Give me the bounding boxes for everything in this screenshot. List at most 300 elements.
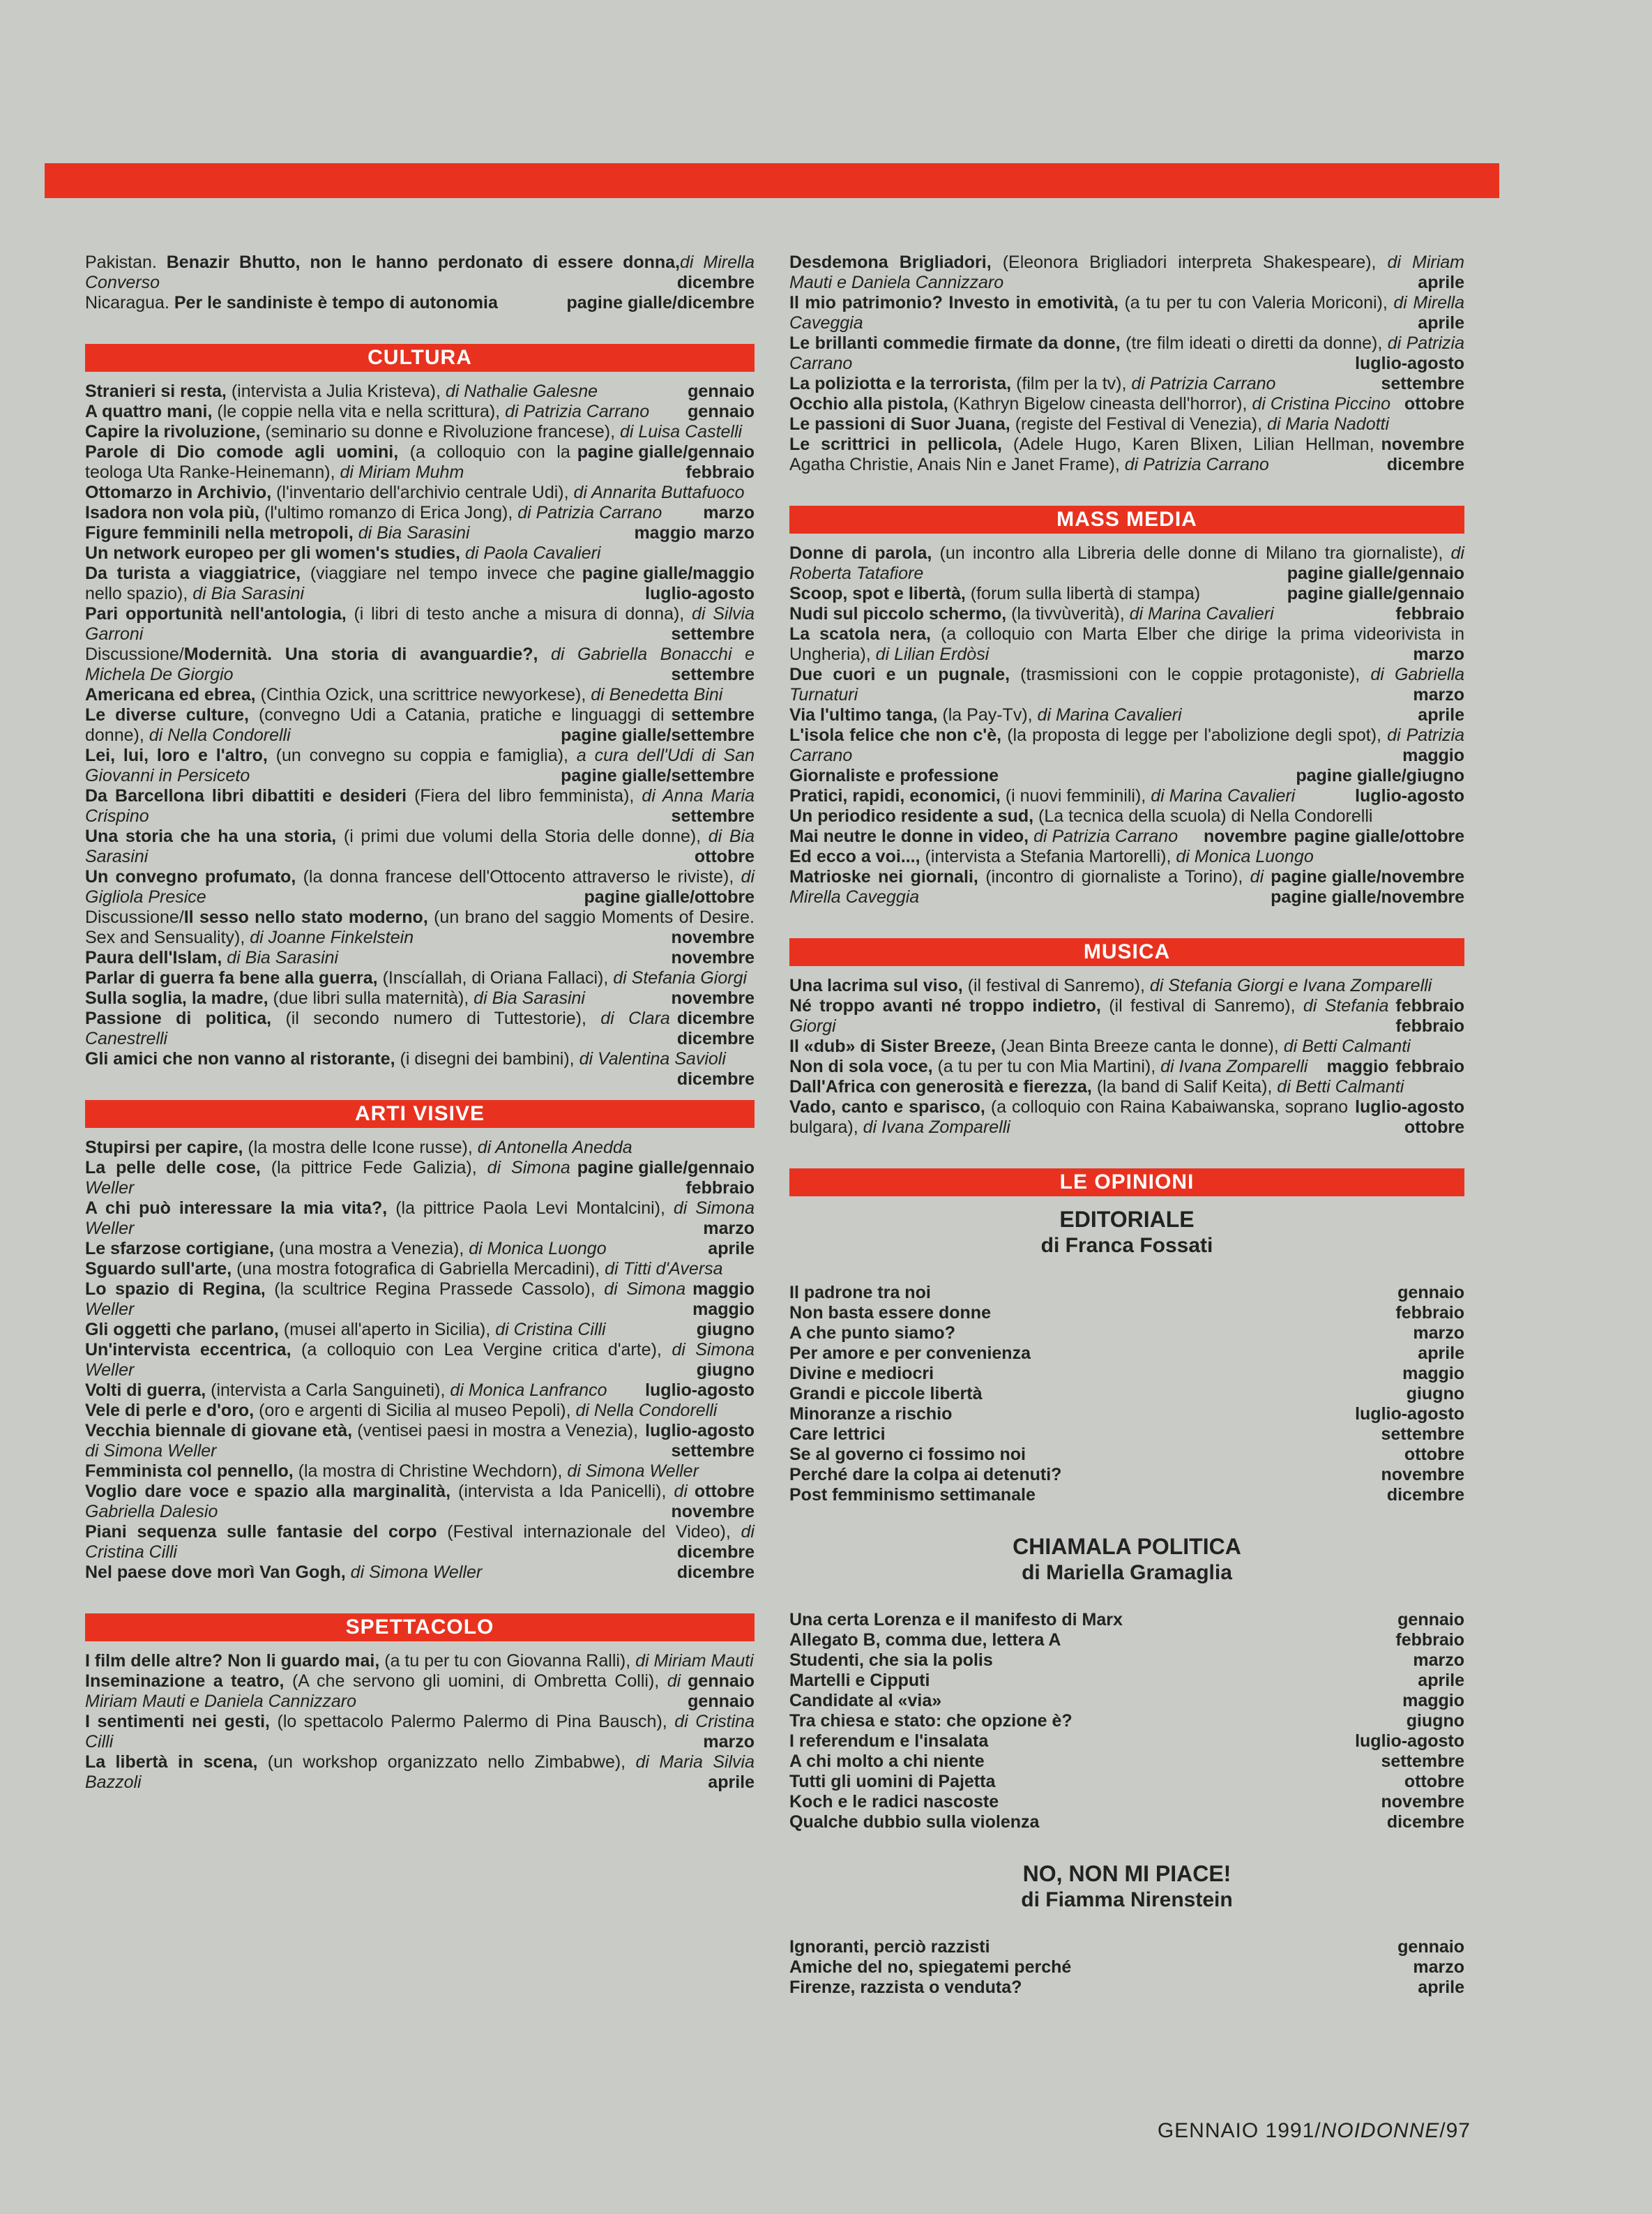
entry-title: Da turista a viaggiatrice,	[85, 564, 301, 583]
entry-description: (un incontro alla Libreria delle donne di Milano tra giornaliste),	[932, 543, 1451, 563]
entry-title: Volti di guerra,	[85, 1380, 206, 1400]
opinion-item-title: Ignoranti, perciò razzisti	[789, 1937, 990, 1957]
list-entry	[789, 766, 1464, 786]
entry-author: di Patrizia Carrano	[517, 503, 662, 522]
opinion-item-title: A che punto siamo?	[789, 1323, 955, 1343]
entry-title: Capire la rivoluzione,	[85, 422, 261, 442]
entry-month: dicembre	[676, 1562, 755, 1582]
opinion-item	[789, 1711, 1464, 1731]
entry-author: di Roberta Tatafiore	[789, 543, 1464, 583]
entry-description: (la donna francese dell'Ottocento attraverso le riviste),	[296, 867, 741, 887]
entry-description: (seminario su donne e Rivoluzione francese),	[260, 422, 620, 442]
list-entry	[789, 253, 1464, 293]
top-red-bar	[45, 163, 1499, 198]
entry-description: (film per la tv),	[1011, 374, 1132, 393]
entry-month: maggio	[634, 523, 697, 543]
section-header-cultura: CULTURA	[85, 344, 755, 372]
entry-month: maggio	[1326, 1057, 1389, 1076]
entry-title: Isadora non vola più,	[85, 503, 260, 522]
opinion-column-title: CHIAMALA POLITICA	[1013, 1534, 1241, 1559]
entry-month: novembre	[671, 988, 755, 1008]
entry-description: (il festival di Sanremo),	[962, 976, 1150, 995]
opinion-item	[789, 1650, 1464, 1671]
entry-month: marzo	[1413, 685, 1464, 705]
opinion-item	[789, 1364, 1464, 1384]
list-entry	[789, 705, 1464, 725]
entry-author: di Miriam Mauti e Daniela Cannizzaro	[85, 1671, 681, 1711]
list-entry	[85, 948, 755, 968]
entry-title: Dall'Africa con generosità e fierezza,	[789, 1077, 1092, 1097]
list-entry	[789, 1057, 1464, 1077]
entry-title: Sguardo sull'arte,	[85, 1259, 232, 1279]
opinion-item-month: maggio	[1402, 1364, 1464, 1383]
entry-title: Gli amici che non vanno al ristorante,	[85, 1049, 395, 1069]
list-entry	[85, 786, 755, 827]
entry-month: pagine gialle/settembre	[561, 766, 755, 785]
entry-title: Una lacrima sul viso,	[789, 976, 963, 995]
mass-media-entries	[789, 543, 1464, 908]
entry-author: di Mirella Converso	[85, 253, 755, 292]
opinion-item-month: gennaio	[1397, 1283, 1464, 1302]
entry-month: dicembre	[1386, 455, 1464, 474]
entry-title: Un'intervista eccentrica,	[85, 1340, 291, 1360]
list-entry	[85, 1380, 755, 1401]
entry-author: di Marina Cavalieri	[1129, 604, 1274, 624]
opinioni-columns	[789, 1206, 1464, 1998]
list-entry	[85, 1340, 755, 1380]
opinion-item-month: febbraio	[1395, 1303, 1464, 1323]
entry-description: (la tivvùverità),	[1006, 604, 1130, 624]
entry-author: di Cristina Piccino	[1252, 394, 1391, 414]
entry-title: Un convegno profumato,	[85, 867, 296, 887]
entry-description: (un workshop organizzato nello Zimbabwe),	[257, 1752, 636, 1772]
entry-description: (i disegni dei bambini),	[395, 1049, 579, 1069]
opinion-item	[789, 1792, 1464, 1812]
entry-title: Figure femminili nella metropoli,	[85, 523, 354, 543]
entry-month: novembre	[671, 928, 755, 947]
entry-title: Sulla soglia, la madre,	[85, 988, 268, 1008]
entry-author: di Stefania Giorgi	[613, 968, 748, 988]
entry-title: Scoop, spot e libertà,	[789, 584, 966, 603]
entry-title: Benazir Bhutto, non le hanno perdonato di essere donna,	[166, 253, 681, 272]
entry-description: (l'ultimo romanzo di Erica Jong),	[259, 503, 518, 522]
entry-month: febbraio	[685, 462, 755, 482]
entry-title: Il mio patrimonio? Investo in emotività,	[789, 293, 1119, 312]
entry-description: (intervista a Ida Panicelli),	[450, 1482, 674, 1501]
entry-description: (intervista a Julia Kristeva),	[226, 382, 446, 401]
opinion-column-author: di Franca Fossati	[1040, 1234, 1213, 1257]
opinion-item-month: luglio-agosto	[1355, 1404, 1464, 1424]
entry-description	[460, 543, 465, 563]
entry-description: (registe del Festival di Venezia),	[1010, 414, 1267, 434]
spettacolo-continued-entries	[789, 253, 1464, 475]
list-entry	[85, 253, 755, 293]
entry-month: luglio-agosto	[645, 1421, 755, 1440]
opinion-item-month: novembre	[1381, 1792, 1464, 1812]
list-entry	[85, 604, 755, 645]
opinion-item-title: Care lettrici	[789, 1424, 886, 1444]
entry-title: Il sesso nello stato moderno,	[183, 908, 428, 927]
entry-month: pagine gialle/ottobre	[1294, 827, 1464, 846]
list-entry	[789, 725, 1464, 766]
entry-author: di Miriam Muhm	[340, 462, 464, 482]
entry-title: Matrioske nei giornali,	[789, 867, 978, 887]
entry-description: (un convegno su coppia e famiglia),	[267, 746, 577, 765]
entry-description: (a colloquio con Raina Kabaiwanska, soprano bulgara),	[789, 1097, 1349, 1137]
entry-description: (oro e argenti di Sicilia al museo Pepoli),	[254, 1401, 576, 1420]
entry-author: di Patrizia Carrano	[1131, 374, 1276, 393]
entry-title: Piani sequenza sulle fantasie del corpo	[85, 1522, 437, 1542]
entry-month: novembre	[671, 948, 755, 967]
opinion-item-month: settembre	[1381, 1424, 1464, 1444]
entry-author: di Simona Weller	[85, 1158, 570, 1198]
list-entry	[85, 1712, 755, 1752]
entry-month: pagine gialle/settembre	[561, 725, 755, 745]
list-entry	[85, 867, 755, 908]
entry-description: (viaggiare nel tempo invece che nello spazio),	[85, 564, 575, 603]
entry-author: di Bia Sarasini	[227, 948, 339, 967]
entry-month: luglio-agosto	[645, 584, 755, 603]
entry-author: di Nathalie Galesne	[445, 382, 598, 401]
entry-month: aprile	[708, 1239, 755, 1258]
entry-description: (forum sulla libertà di stampa)	[965, 584, 1201, 603]
entry-author: di Annarita Buttafuoco	[573, 483, 745, 502]
entry-author: di Simona Weller	[350, 1562, 483, 1582]
entry-month: dicembre	[676, 1029, 755, 1048]
entry-author: di Bia Sarasini	[192, 584, 305, 603]
opinion-item	[789, 1610, 1464, 1630]
list-entry	[85, 1522, 755, 1562]
entry-author: di Silvia Garroni	[85, 604, 755, 644]
list-entry	[789, 394, 1464, 414]
entry-description: (Fiera del libro femminista),	[407, 786, 642, 806]
entry-title: Paura dell'Islam,	[85, 948, 222, 967]
entry-month: luglio-agosto	[1355, 1097, 1464, 1117]
entry-author: di Anna Maria Crispino	[85, 786, 755, 826]
entry-author: di Bia Sarasini	[85, 827, 755, 866]
list-entry	[789, 374, 1464, 394]
list-entry	[789, 665, 1464, 705]
entry-month: ottobre	[694, 847, 755, 866]
entry-author: di Cristina Cilli	[495, 1320, 606, 1339]
list-entry	[789, 435, 1464, 475]
entry-author: di Cristina Cilli	[85, 1522, 755, 1562]
entry-description: (una mostra fotografica di Gabriella Mercadini),	[232, 1259, 605, 1279]
opinion-item-title: Firenze, razzista o venduta?	[789, 1978, 1022, 1997]
entry-title: Parlar di guerra fa bene alla guerra,	[85, 968, 378, 988]
entry-title: Da Barcellona libri dibattiti e desideri	[85, 786, 407, 806]
entry-title: Lo spazio di Regina,	[85, 1279, 266, 1299]
opinion-item-title: Divine e mediocri	[789, 1364, 934, 1383]
section-header-spettacolo: SPETTACOLO	[85, 1613, 755, 1641]
entry-author: di Betti Calmanti	[1283, 1037, 1411, 1056]
entry-description: (intervista a Stefania Martorelli),	[920, 847, 1176, 866]
entry-month: febbraio	[1395, 604, 1464, 624]
opinion-item	[789, 1691, 1464, 1711]
entry-author: di Benedetta Bini	[591, 685, 723, 705]
entry-month: ottobre	[1404, 1117, 1464, 1137]
entry-month: febbraio	[1395, 996, 1464, 1016]
entry-title: La libertà in scena,	[85, 1752, 258, 1772]
entry-author: di Simona Weller	[85, 1340, 755, 1380]
entry-month: settembre	[1381, 374, 1464, 393]
entry-month: giugno	[696, 1360, 755, 1380]
entry-month: maggio	[1402, 746, 1464, 765]
entry-title: Stupirsi per capire,	[85, 1138, 243, 1157]
entry-title: Femminista col pennello,	[85, 1461, 294, 1481]
entry-prefix: Discussione/	[85, 645, 184, 664]
entry-title: Vele di perle e d'oro,	[85, 1401, 255, 1420]
entry-month: pagine gialle/gennaio	[1287, 584, 1464, 603]
opinion-item-month: dicembre	[1386, 1485, 1464, 1505]
opinion-column-title: NO, NON MI PIACE!	[1022, 1861, 1232, 1886]
entry-month: novembre	[1381, 435, 1464, 454]
entry-title: Un periodico residente a sud,	[789, 806, 1034, 826]
footer-page: /97	[1439, 2119, 1471, 2142]
entry-description: (la mostra delle Icone russe),	[243, 1138, 478, 1157]
opinion-item-title: Qualche dubbio sulla violenza	[789, 1812, 1040, 1832]
right-column	[789, 253, 1464, 2026]
entry-description: (lo spettacolo Palermo Palermo di Pina Bausch),	[269, 1712, 675, 1731]
opinion-item	[789, 1957, 1464, 1978]
entry-author: a cura dell'Udi di San Giovanni in Persiceto	[85, 746, 755, 785]
entry-title: L'isola felice che non c'è,	[789, 725, 1002, 745]
list-entry	[85, 1482, 755, 1522]
list-entry	[85, 293, 755, 313]
opinion-item	[789, 1445, 1464, 1465]
footer-issue: GENNAIO 1991/	[1157, 2119, 1321, 2142]
spettacolo-entries	[85, 1651, 755, 1793]
opinion-item	[789, 1384, 1464, 1404]
opinion-item-month: febbraio	[1395, 1630, 1464, 1650]
entry-title: Il «dub» di Sister Breeze,	[789, 1037, 996, 1056]
list-entry	[85, 1198, 755, 1239]
entry-title: Nel paese dove morì Van Gogh,	[85, 1562, 346, 1582]
entry-title: Donne di parola,	[789, 543, 932, 563]
entry-month: pagine gialle/giugno	[1296, 766, 1464, 785]
entry-description: (Festival internazionale del Video),	[437, 1522, 741, 1542]
entry-title: Le passioni di Suor Juana,	[789, 414, 1010, 434]
entry-month: gennaio	[688, 402, 755, 421]
entry-author: di Simona Weller	[85, 1198, 755, 1238]
entry-description: (La tecnica della scuola) di Nella Condorelli	[1033, 806, 1373, 826]
opinion-item-month: ottobre	[1404, 1445, 1464, 1464]
entry-author: di Patrizia Carrano	[505, 402, 650, 421]
opinion-item-title: Grandi e piccole libertà	[789, 1384, 983, 1403]
entry-month: maggio	[692, 1279, 755, 1299]
entry-title: Passione di politica,	[85, 1009, 272, 1028]
opinion-column-author: di Fiamma Nirenstein	[1021, 1888, 1233, 1911]
entry-description: (convegno Udi a Catania, pratiche e linguaggi di donne),	[85, 705, 665, 745]
cultura-entries	[85, 382, 755, 1089]
list-entry	[85, 1562, 755, 1583]
entry-description	[346, 1562, 351, 1582]
opinion-item-title: Tutti gli uomini di Pajetta	[789, 1772, 996, 1791]
entry-description: (a colloquio con Marta Elber che dirige la prima videorivista in Ungheria),	[789, 624, 1464, 664]
entry-month: luglio-agosto	[645, 1380, 755, 1400]
entry-description: (la mostra di Christine Wechdorn),	[293, 1461, 568, 1481]
entry-author: di Patrizia Carrano	[789, 333, 1464, 373]
entry-month: settembre	[671, 806, 755, 826]
opinion-item	[789, 1978, 1464, 1998]
entry-description: (i nuovi femminili),	[1000, 786, 1151, 806]
entry-description: (Inscíallah, di Oriana Fallaci),	[377, 968, 614, 988]
entry-description: (le coppie nella vita e nella scrittura),	[212, 402, 506, 421]
entry-description: (intervista a Carla Sanguineti),	[206, 1380, 450, 1400]
list-entry	[85, 1239, 755, 1259]
entry-author: di Nella Condorelli	[149, 725, 291, 745]
opinion-item-month: maggio	[1402, 1691, 1464, 1710]
entry-month: novembre	[1204, 827, 1287, 846]
entry-description: (Kathryn Bigelow cineasta dell'horror),	[948, 394, 1252, 414]
entry-month: marzo	[703, 1219, 755, 1238]
entry-author: di Bia Sarasini	[473, 988, 585, 1008]
opinion-item-title: Studenti, che sia la polis	[789, 1650, 993, 1670]
entry-author: di Marina Cavalieri	[1037, 705, 1182, 725]
list-entry	[85, 1049, 755, 1089]
musica-entries	[789, 976, 1464, 1138]
entry-month: pagine gialle/gennaio	[577, 442, 755, 462]
entry-month: pagine gialle/novembre	[1271, 887, 1464, 907]
entry-prefix: Pakistan.	[85, 253, 167, 272]
opinion-item-month: marzo	[1413, 1957, 1464, 1977]
entry-month: marzo	[1413, 645, 1464, 664]
opinion-item	[789, 1424, 1464, 1445]
opinion-item-title: Candidate al «via»	[789, 1691, 942, 1710]
entry-title: Americana ed ebrea,	[85, 685, 256, 705]
opinion-item-title: Per amore e per convenienza	[789, 1343, 1031, 1363]
entry-author: di Antonella Anedda	[477, 1138, 632, 1157]
opinion-item	[789, 1465, 1464, 1485]
entry-description: (Cinthia Ozick, una scrittrice newyorkese),	[255, 685, 591, 705]
opinion-item-month: giugno	[1406, 1711, 1464, 1731]
opinion-item-title: Tra chiesa e stato: che opzione è?	[789, 1711, 1073, 1731]
entry-title: Via l'ultimo tanga,	[789, 705, 938, 725]
entry-description	[354, 523, 358, 543]
entry-title: Pratici, rapidi, economici,	[789, 786, 1001, 806]
entry-author: di Luisa Castelli	[620, 422, 743, 442]
opinion-item	[789, 1343, 1464, 1364]
footer-magazine: NOIDONNE	[1321, 2119, 1440, 2142]
entry-author: di Gabriella Bonacchi e Michela De Giorgio	[85, 645, 755, 684]
entry-month: gennaio	[688, 1671, 755, 1691]
list-entry	[789, 604, 1464, 624]
entry-author: di Stefania Giorgi e Ivana Zomparelli	[1149, 976, 1432, 995]
entry-description: (la pittrice Paola Levi Montalcini),	[387, 1198, 674, 1218]
entry-description	[538, 645, 551, 664]
opinion-item-month: aprile	[1418, 1343, 1464, 1363]
list-entry	[85, 705, 755, 746]
opinion-item-month: marzo	[1413, 1323, 1464, 1343]
entry-description: (a colloquio con Lea Vergine critica d'arte),	[291, 1340, 672, 1360]
entry-description: (la Pay-Tv),	[937, 705, 1038, 725]
entry-prefix: Discussione/	[85, 908, 184, 927]
entry-month: aprile	[1418, 705, 1464, 725]
entry-description: (A che servono gli uomini, di Ombretta Colli),	[284, 1671, 667, 1691]
entry-title: Due cuori e un pugnale,	[789, 665, 1010, 684]
entry-title: A quattro mani,	[85, 402, 213, 421]
opinion-item	[789, 1937, 1464, 1957]
opinion-item-month: aprile	[1418, 1978, 1464, 1997]
opinion-item-month: gennaio	[1397, 1610, 1464, 1629]
list-entry	[789, 996, 1464, 1037]
entry-month: dicembre	[676, 1542, 755, 1562]
entry-author: di Cristina Cilli	[85, 1712, 755, 1752]
opinion-item	[789, 1404, 1464, 1424]
politics-entries	[85, 253, 755, 313]
opinion-item-month: novembre	[1381, 1465, 1464, 1484]
entry-title: Per le sandiniste è tempo di autonomia	[174, 293, 498, 312]
opinion-item-title: Martelli e Cipputi	[789, 1671, 930, 1690]
entry-author: di Patrizia Carrano	[789, 725, 1464, 765]
entry-author: di Ivana Zomparelli	[1160, 1057, 1308, 1076]
entry-title: Desdemona Brigliadori,	[789, 253, 992, 272]
opinion-column-title: EDITORIALE	[1059, 1207, 1195, 1232]
entry-title: Lei, lui, loro e l'altro,	[85, 746, 268, 765]
entry-description: (musei all'aperto in Sicilia),	[278, 1320, 496, 1339]
section-header-musica: MUSICA	[789, 938, 1464, 966]
list-entry	[85, 382, 755, 402]
opinion-item	[789, 1485, 1464, 1505]
entry-title: La scatola nera,	[789, 624, 932, 644]
entry-author: di Gigliola Presice	[85, 867, 755, 907]
opinion-item-month: settembre	[1381, 1752, 1464, 1771]
entry-title: Vado, canto e sparisco,	[789, 1097, 985, 1117]
list-entry	[789, 333, 1464, 374]
entry-month: dicembre	[676, 273, 755, 292]
entry-author: di Betti Calmanti	[1277, 1077, 1404, 1097]
entry-description: (la band di Salif Keita),	[1091, 1077, 1278, 1097]
list-entry	[85, 1671, 755, 1712]
entry-description: (i primi due volumi della Storia delle donne),	[336, 827, 708, 846]
opinion-item-title: Minoranze a rischio	[789, 1404, 953, 1424]
entry-title: Giornaliste e professione	[789, 766, 999, 785]
entry-author: di Clara Canestrelli	[85, 1009, 670, 1048]
entry-description: (la proposta di legge per l'abolizione degli spot),	[1001, 725, 1388, 745]
entry-author: di Titti d'Aversa	[605, 1259, 723, 1279]
entry-month: giugno	[696, 1320, 755, 1339]
entry-author: di Monica Luongo	[469, 1239, 607, 1258]
entry-author: di Joanne Finkelstein	[250, 928, 414, 947]
entry-title: Vecchia biennale di giovane età,	[85, 1421, 353, 1440]
entry-author: di Maria Silvia Bazzoli	[85, 1752, 755, 1792]
opinion-item-title: A chi molto a chi niente	[789, 1752, 985, 1771]
entry-prefix: Nicaragua.	[85, 293, 174, 312]
entry-month: gennaio	[688, 382, 755, 401]
opinion-item-title: Post femminismo settimanale	[789, 1485, 1036, 1505]
entry-description: (tre film ideati o diretti da donne),	[1120, 333, 1388, 353]
entry-title: A chi può interessare la mia vita?,	[85, 1198, 388, 1218]
opinion-item	[789, 1671, 1464, 1691]
left-column	[85, 253, 755, 1793]
entry-month: settembre	[671, 624, 755, 644]
entry-author: di Gabriella Dalesio	[85, 1482, 688, 1521]
opinion-item	[789, 1731, 1464, 1752]
entry-month: dicembre	[676, 1009, 755, 1028]
entry-description: (due libri sulla maternità),	[268, 988, 474, 1008]
opinion-item	[789, 1323, 1464, 1343]
entry-author: di Nella Condorelli	[575, 1401, 718, 1420]
entry-title: Mai neutre le donne in video,	[789, 827, 1029, 846]
entry-author: di Mirella Caveggia	[789, 293, 1464, 333]
entry-title: Inseminazione a teatro,	[85, 1671, 285, 1691]
list-entry	[789, 543, 1464, 584]
entry-author: di Miriam Mauti	[635, 1651, 754, 1671]
opinion-item-month: gennaio	[1397, 1937, 1464, 1957]
entry-description: (ventisei paesi in mostra a Venezia),	[352, 1421, 639, 1440]
opinion-item	[789, 1630, 1464, 1650]
entry-month: marzo	[703, 523, 755, 543]
